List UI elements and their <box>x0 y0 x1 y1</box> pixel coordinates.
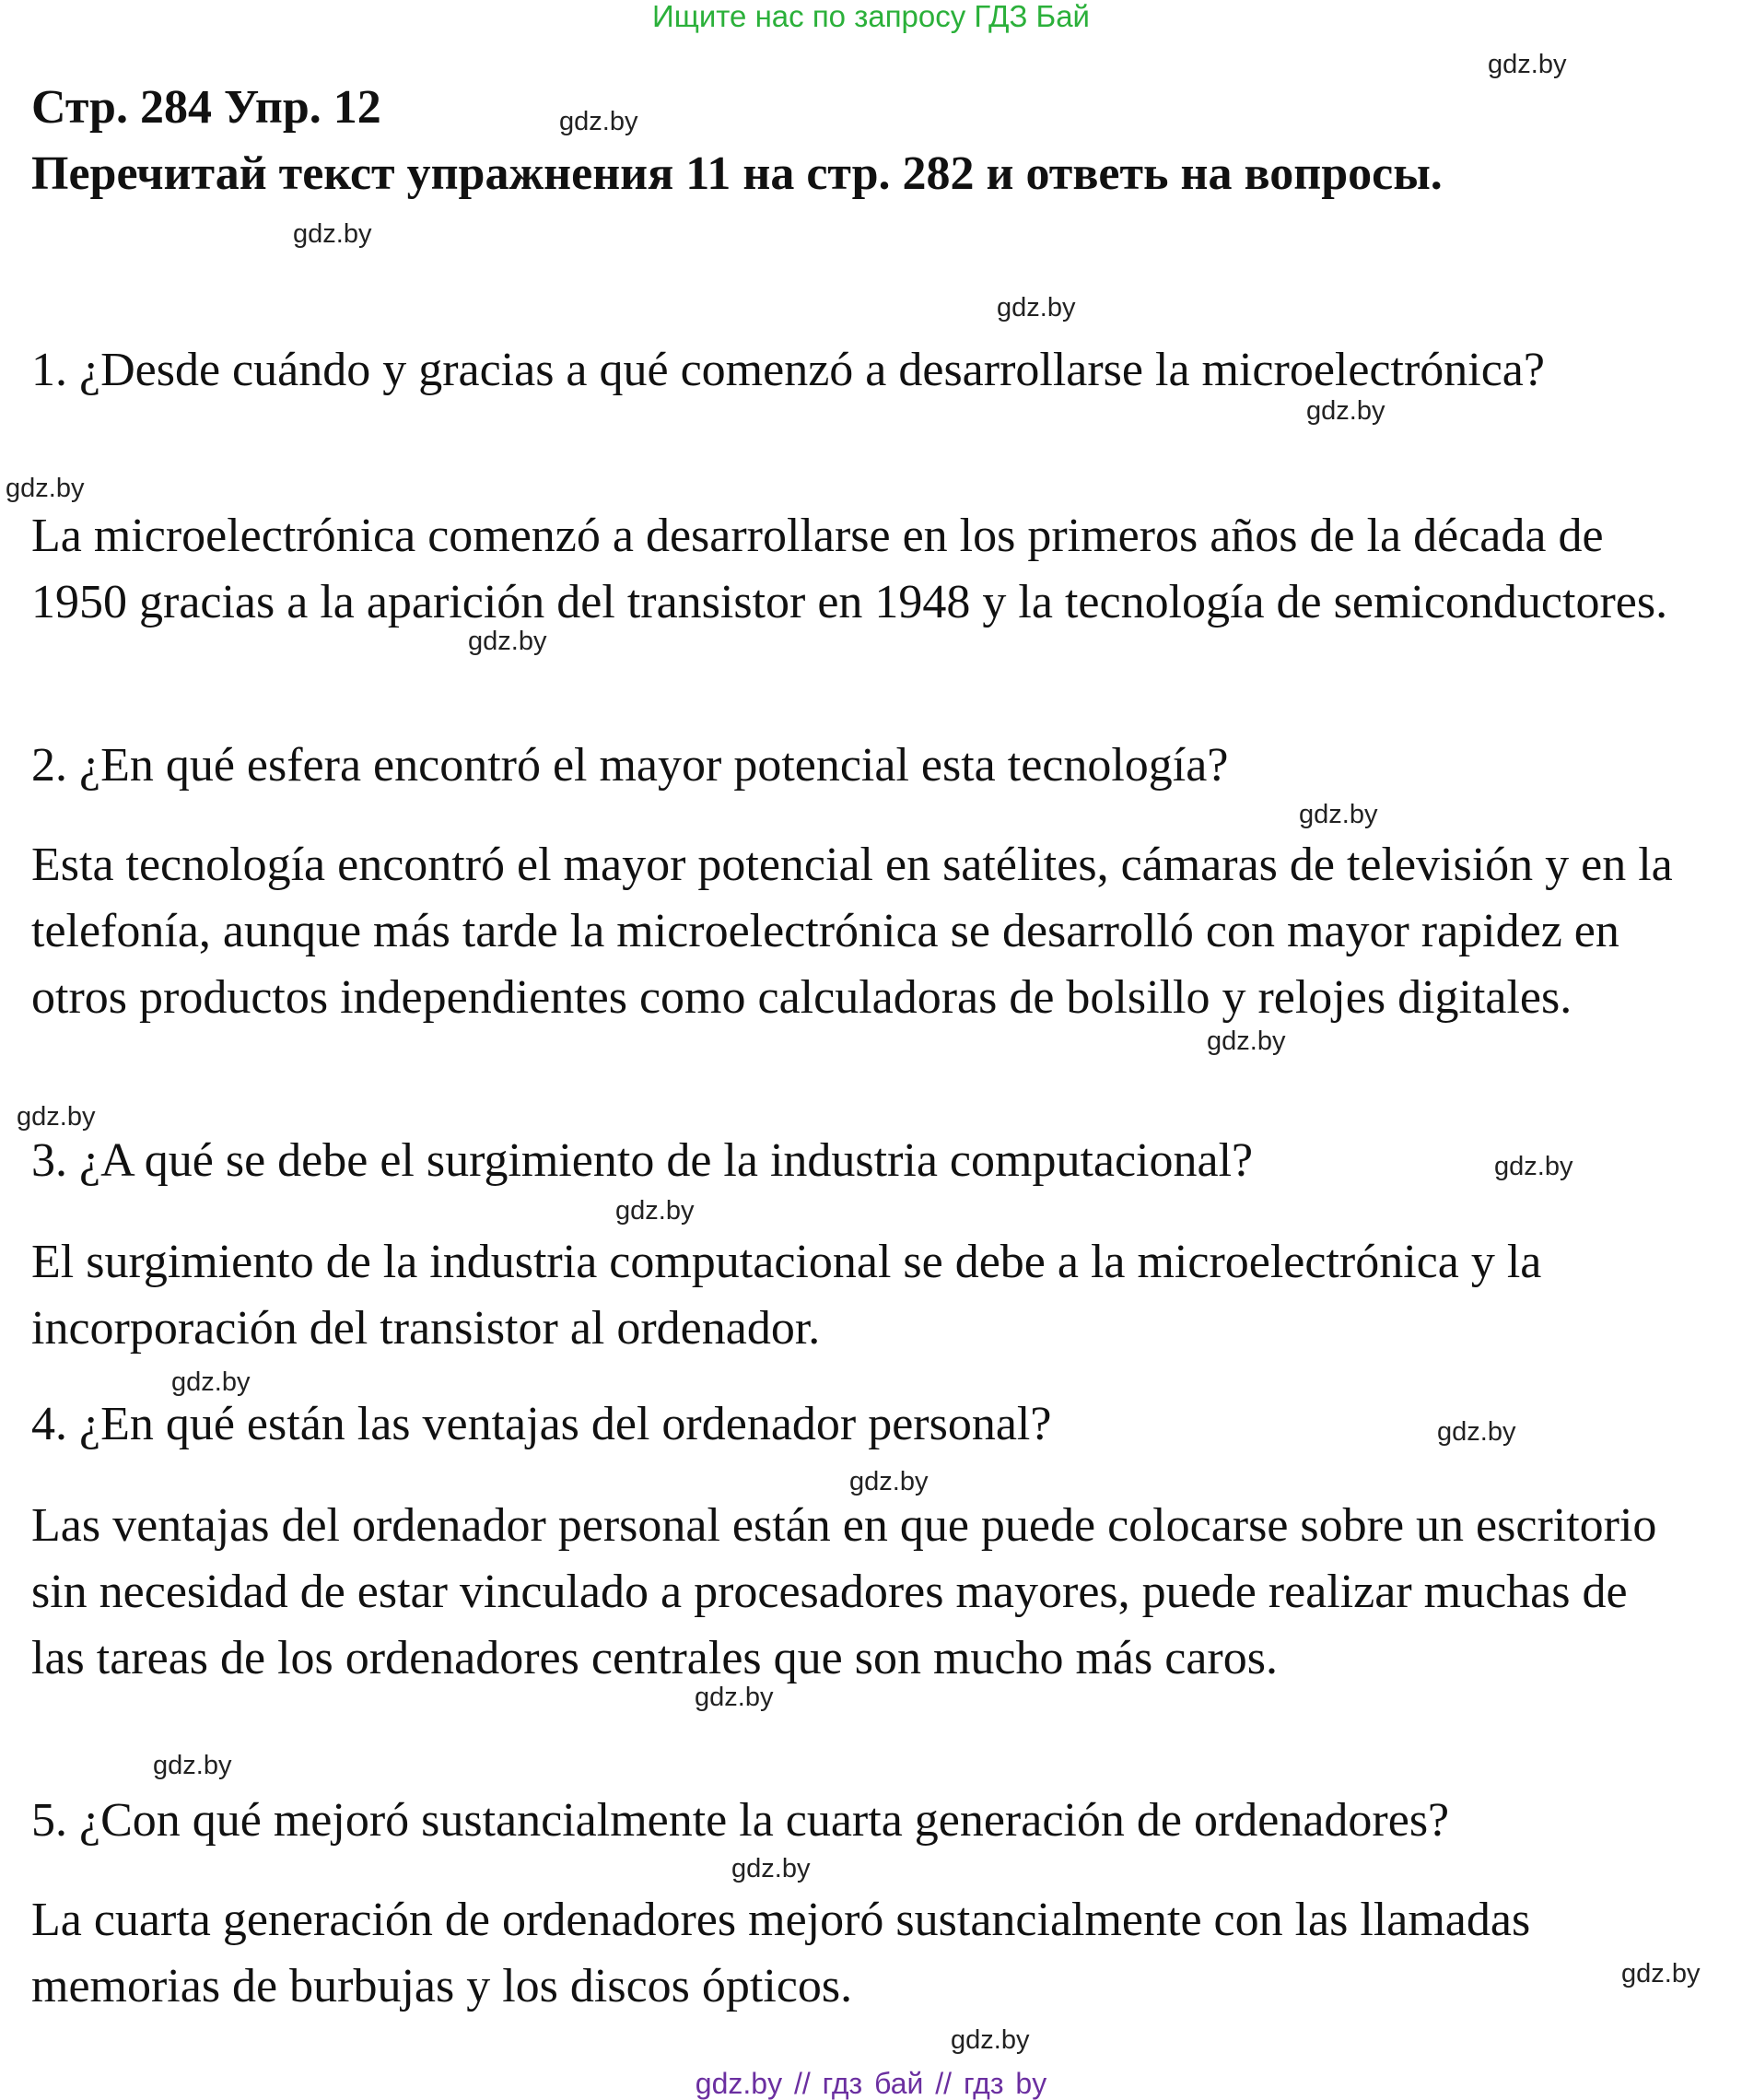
answer-3: El surgimiento de la industria computacional se debe a la microelectrónica y la incorporación del transistor al ordenador. <box>31 1236 1542 1355</box>
watermark: gdz.by <box>1207 1027 1286 1056</box>
watermark: gdz.by <box>951 2025 1030 2055</box>
watermark: gdz.by <box>6 474 85 503</box>
watermark: gdz.by <box>153 1751 232 1780</box>
answer-4: Las ventajas del ordenador personal están en que puede colocarse sobre un escritorio sin necesidad de estar vinculado a procesadores mayores, puede realizar muchas de las tareas de los ordenadores centrales que son mucho más caros. <box>31 1499 1657 1684</box>
question-5: 5. ¿Con qué mejoró sustancialmente la cuarta generación de ordenadores? <box>31 1794 1450 1847</box>
watermark: gdz.by <box>17 1102 96 1132</box>
watermark: gdz.by <box>1488 50 1567 79</box>
footer-links[interactable]: gdz.by // гдз бай // гдз by <box>695 2067 1047 2100</box>
watermark: gdz.by <box>171 1367 251 1397</box>
top-banner: Ищите нас по запросу ГДЗ Бай <box>652 0 1090 33</box>
question-1: 1. ¿Desde cuándo y gracias a qué comenzó a desarrollarse la microelectrónica? <box>31 344 1545 396</box>
watermark: gdz.by <box>468 627 547 656</box>
watermark: gdz.by <box>997 293 1076 323</box>
watermark: gdz.by <box>1621 1959 1701 1989</box>
watermark: gdz.by <box>1494 1152 1573 1181</box>
watermark: gdz.by <box>615 1196 695 1226</box>
watermark: gdz.by <box>559 107 638 136</box>
watermark: gdz.by <box>731 1854 811 1883</box>
watermark: gdz.by <box>695 1683 774 1712</box>
watermark: gdz.by <box>1437 1417 1516 1447</box>
answer-5: La cuarta generación de ordenadores mejoró sustancialmente con las llamadas memorias de burbujas y los discos ópticos. <box>31 1894 1531 2012</box>
answer-2: Esta tecnología encontró el mayor potencial en satélites, cámaras de televisión y en la telefonía, aunque más tarde la microelectrónica se desarrolló con mayor rapidez en otros productos independientes como calculadoras de bolsillo y relojes digitales. <box>31 839 1673 1024</box>
question-3: 3. ¿A qué se debe el surgimiento de la industria computacional? <box>31 1134 1254 1187</box>
watermark: gdz.by <box>293 219 372 249</box>
watermark: gdz.by <box>849 1467 929 1496</box>
question-4: 4. ¿En qué están las ventajas del ordenador personal? <box>31 1398 1052 1450</box>
answer-1: La microelectrónica comenzó a desarrollarse en los primeros años de la década de 1950 gracias a la aparición del transistor en 1948 y la tecnología de semiconductores. <box>31 510 1668 628</box>
question-2: 2. ¿En qué esfera encontró el mayor potencial esta tecnología? <box>31 739 1229 792</box>
page-title: Стр. 284 Упр. 12 <box>31 81 381 134</box>
watermark: gdz.by <box>1306 396 1385 426</box>
watermark: gdz.by <box>1299 800 1378 829</box>
exercise-instruction: Перечитай текст упражнения 11 на стр. 282 и ответь на вопросы. <box>31 147 1443 200</box>
